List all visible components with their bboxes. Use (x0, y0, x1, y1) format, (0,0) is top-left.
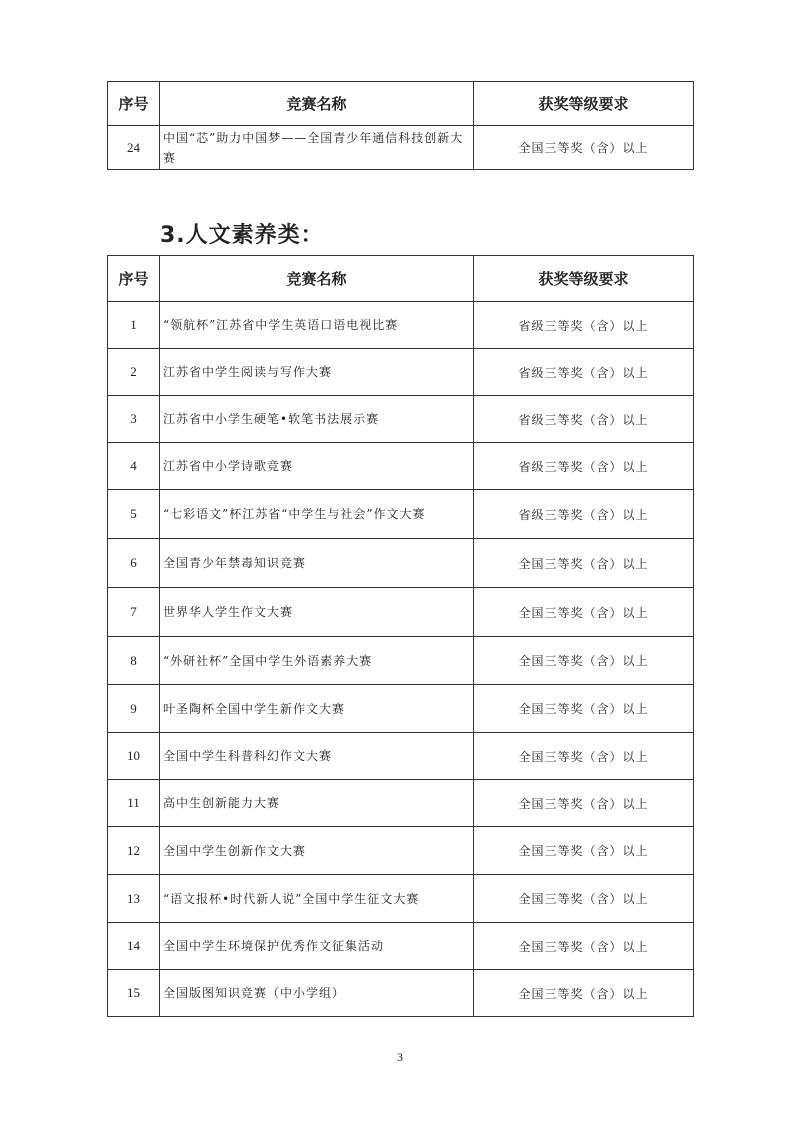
row-competition-name: 中国“芯”助力中国梦——全国青少年通信科技创新大赛 (160, 126, 474, 170)
table-row (108, 302, 694, 349)
row-award-requirement: 全国三等奖（含）以上 (474, 827, 694, 875)
row-competition-name: “外研社杯”全国中学生外语素养大赛 (160, 637, 474, 685)
section-heading: 3.人文素养类： (160, 223, 324, 248)
table-row (108, 733, 694, 780)
table-row (108, 490, 694, 539)
row-award-requirement: 全国三等奖（含）以上 (474, 539, 694, 588)
row-competition-name: 全国中学生环境保护优秀作文征集活动 (160, 923, 474, 970)
table-row (108, 685, 694, 733)
row-competition-name: “七彩语文”杯江苏省“中学生与社会”作文大赛 (160, 490, 474, 539)
table-row (108, 875, 694, 923)
row-award-requirement: 省级三等奖（含）以上 (474, 443, 694, 490)
row-index: 6 (108, 539, 160, 588)
row-index: 10 (108, 733, 160, 780)
row-award-requirement: 省级三等奖（含）以上 (474, 302, 694, 349)
row-index: 15 (108, 970, 160, 1017)
competition-table-continued (107, 81, 694, 170)
row-index: 2 (108, 349, 160, 396)
row-competition-name: 叶圣陶杯全国中学生新作文大赛 (160, 685, 474, 733)
row-index: 24 (108, 126, 160, 170)
table-row (108, 349, 694, 396)
row-competition-name: “语文报杯•时代新人说”全国中学生征文大赛 (160, 875, 474, 923)
table-header-row (108, 82, 694, 126)
row-index: 12 (108, 827, 160, 875)
row-award-requirement: 省级三等奖（含）以上 (474, 490, 694, 539)
row-index: 5 (108, 490, 160, 539)
table-header-row (108, 256, 694, 302)
table-row (108, 588, 694, 637)
row-competition-name: 江苏省中小学诗歌竞赛 (160, 443, 474, 490)
row-award-requirement: 全国三等奖（含）以上 (474, 588, 694, 637)
table-row (108, 396, 694, 443)
row-competition-name: 江苏省中学生阅读与写作大赛 (160, 349, 474, 396)
row-index: 8 (108, 637, 160, 685)
header-competition-name: 竞赛名称 (160, 82, 474, 126)
row-award-requirement: 全国三等奖（含）以上 (474, 733, 694, 780)
row-award-requirement: 全国三等奖（含）以上 (474, 637, 694, 685)
row-index: 11 (108, 780, 160, 827)
row-competition-name: 全国中学生创新作文大赛 (160, 827, 474, 875)
row-index: 7 (108, 588, 160, 637)
row-award-requirement: 全国三等奖（含）以上 (474, 780, 694, 827)
row-award-requirement: 全国三等奖（含）以上 (474, 875, 694, 923)
row-competition-name: “领航杯”江苏省中学生英语口语电视比赛 (160, 302, 474, 349)
row-index: 1 (108, 302, 160, 349)
row-competition-name: 高中生创新能力大赛 (160, 780, 474, 827)
header-award-requirement: 获奖等级要求 (474, 82, 694, 126)
row-index: 14 (108, 923, 160, 970)
row-competition-name: 全国中学生科普科幻作文大赛 (160, 733, 474, 780)
row-index: 13 (108, 875, 160, 923)
row-competition-name: 全国青少年禁毒知识竞赛 (160, 539, 474, 588)
row-competition-name: 世界华人学生作文大赛 (160, 588, 474, 637)
header-index: 序号 (108, 82, 160, 126)
table-row (108, 443, 694, 490)
row-index: 9 (108, 685, 160, 733)
row-competition-name: 江苏省中小学生硬笔•软笔书法展示赛 (160, 396, 474, 443)
header-index: 序号 (108, 256, 160, 302)
humanities-competition-table (107, 255, 694, 1017)
row-award-requirement: 全国三等奖（含）以上 (474, 126, 694, 170)
page-number: 3 (397, 1050, 403, 1064)
row-award-requirement: 省级三等奖（含）以上 (474, 396, 694, 443)
header-competition-name: 竞赛名称 (160, 256, 474, 302)
row-competition-name: 全国版图知识竞赛（中小学组） (160, 970, 474, 1017)
table-row (108, 923, 694, 970)
row-award-requirement: 全国三等奖（含）以上 (474, 685, 694, 733)
row-award-requirement: 全国三等奖（含）以上 (474, 970, 694, 1017)
row-award-requirement: 全国三等奖（含）以上 (474, 923, 694, 970)
row-index: 3 (108, 396, 160, 443)
table-row (108, 126, 694, 170)
table-row (108, 637, 694, 685)
table-row (108, 539, 694, 588)
table-row (108, 827, 694, 875)
header-award-requirement: 获奖等级要求 (474, 256, 694, 302)
row-index: 4 (108, 443, 160, 490)
table-row (108, 780, 694, 827)
table-row (108, 970, 694, 1017)
row-award-requirement: 省级三等奖（含）以上 (474, 349, 694, 396)
